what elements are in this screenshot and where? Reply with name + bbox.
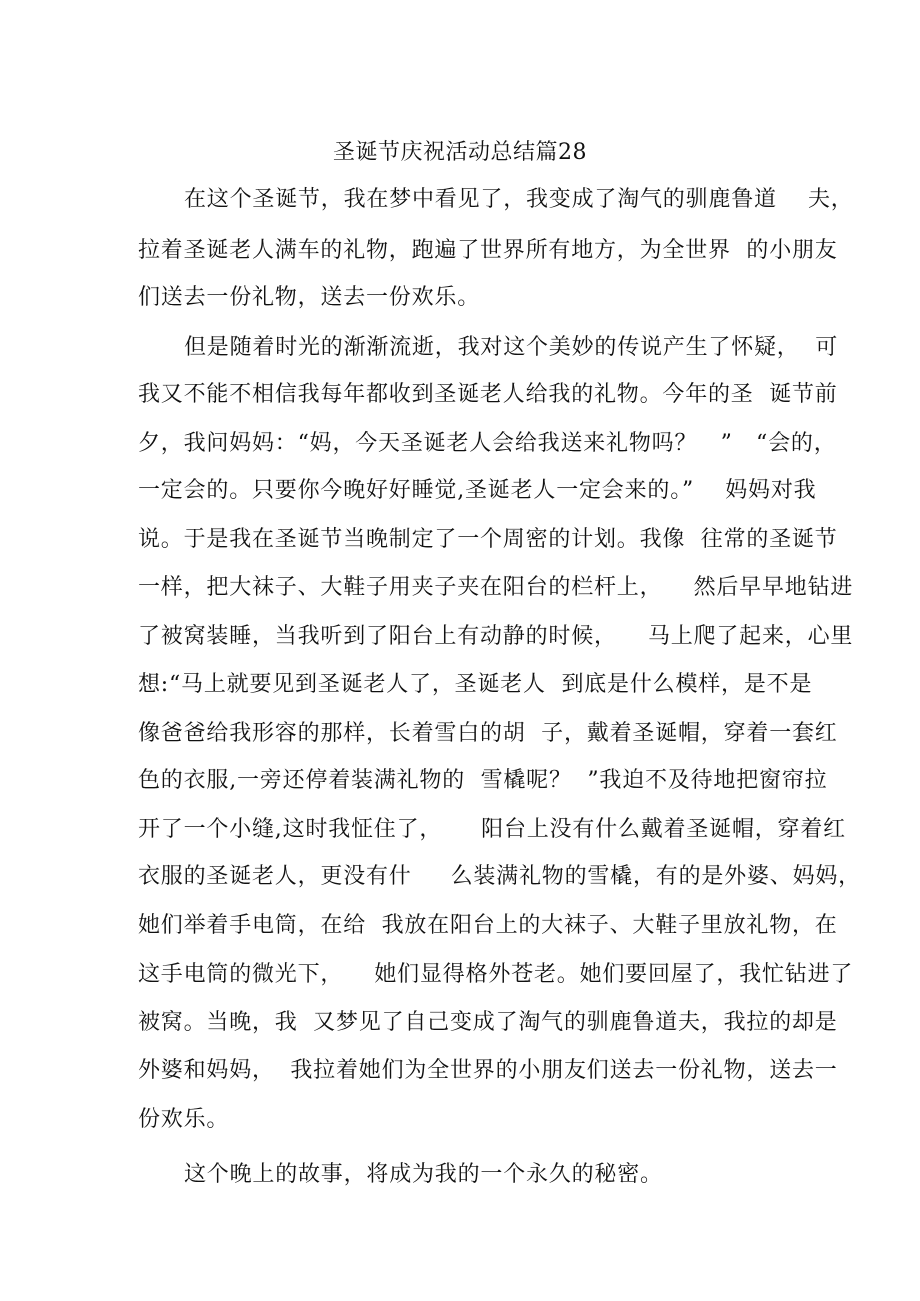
paragraph-2-line-4: 一定会的。只要你今晚好好睡觉,圣诞老人一定会来的。” 妈妈对我: [138, 478, 817, 503]
paragraph-2-line-15: 被窝。当晚，我 又梦见了自己变成了淘气的驯鹿鲁道夫，我拉的却是: [138, 1010, 838, 1035]
paragraph-2-line-16: 外婆和妈妈， 我拉着她们为全世界的小朋友们送去一份礼物，送去一: [138, 1058, 838, 1083]
paragraph-2-line-3: 夕，我问妈妈：“妈，今天圣诞老人会给我送来礼物吗？ ” “会的，: [138, 431, 837, 456]
paragraph-2-line-2: 我又不能不相信我每年都收到圣诞老人给我的礼物。今年的圣 诞节前: [138, 382, 838, 407]
paragraph-2-line-7: 了被窝装睡，当我听到了阳台上有动静的时候， 马上爬了起来，心里: [138, 624, 854, 649]
paragraph-2-line-8: 想:“马上就要见到圣诞老人了，圣诞老人 到底是什么模样，是不是: [138, 672, 813, 697]
paragraph-2-line-13: 她们举着手电筒，在给 我放在阳台上的大袜子、大鞋子里放礼物，在: [138, 913, 838, 938]
paragraph-1-line-1: 在这个圣诞节，我在梦中看见了，我变成了淘气的驯鹿鲁道 夫，: [184, 187, 854, 212]
paragraph-2-line-6: 一样，把大袜子、大鞋子用夹子夹在阳台的栏杆上， 然后早早地钻进: [138, 575, 854, 600]
paragraph-2-line-11: 开了一个小缝,这时我怔住了， 阳台上没有什么戴着圣诞帽，穿着红: [138, 817, 846, 842]
paragraph-2-line-17: 份欢乐。: [138, 1107, 230, 1132]
paragraph-2-line-1: 但是随着时光的渐渐流逝，我对这个美妙的传说产生了怀疑， 可: [184, 335, 838, 360]
document-title: 圣诞节庆祝活动总结篇28: [333, 140, 587, 165]
paragraph-2-line-9: 像爸爸给我形容的那样，长着雪白的胡 子，戴着圣诞帽，穿着一套红: [138, 721, 838, 746]
paragraph-2-line-10: 色的衣服,一旁还停着装满礼物的 雪橇呢？ ”我迫不及待地把窗帘拉: [138, 768, 828, 793]
paragraph-2-line-14: 这手电筒的微光下， 她们显得格外苍老。她们要回屋了，我忙钻进了: [138, 962, 854, 987]
paragraph-2-line-12: 衣服的圣诞老人，更没有什 么装满礼物的雪橇，有的是外婆、妈妈，: [138, 864, 861, 889]
paragraph-1-line-2: 拉着圣诞老人满车的礼物，跑遍了世界所有地方，为全世界 的小朋友: [138, 238, 838, 263]
paragraph-1-line-3: 们送去一份礼物，送去一份欢乐。: [138, 285, 481, 310]
paragraph-2-line-5: 说。于是我在圣诞节当晚制定了一个周密的计划。我像 往常的圣诞节: [138, 527, 838, 552]
paragraph-3-line-1: 这个晚上的故事，将成为我的一个永久的秘密。: [184, 1162, 663, 1187]
